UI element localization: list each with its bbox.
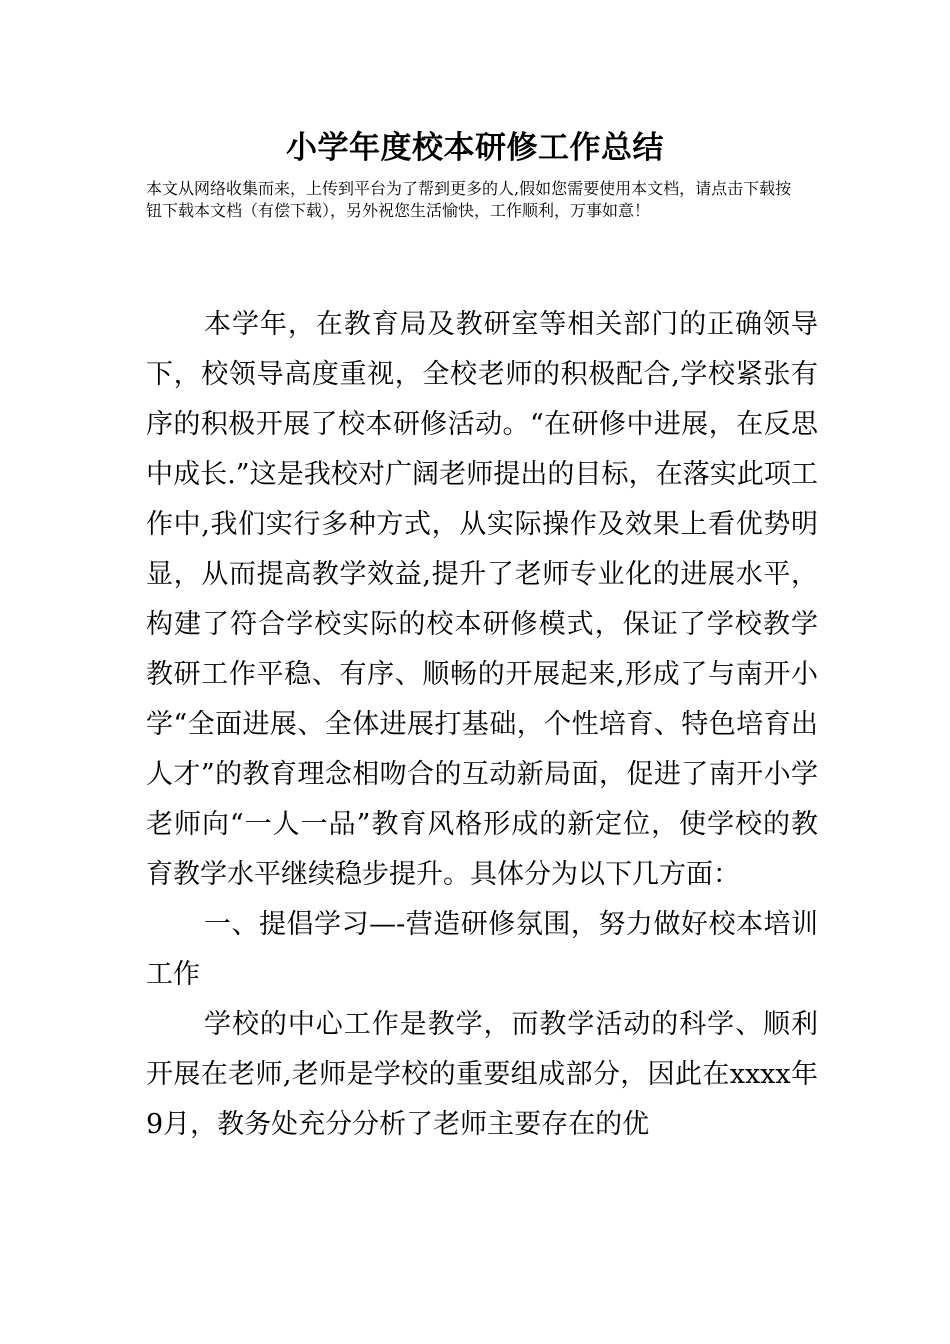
paragraph-intro: 本学年，在教育局及教研室等相关部门的正确领导下，校领导高度重视，全校老师的积极配合,学校紧张有序的积极开展了校本研修活动。“在研修中进展，在反思中成长.”这是我校对广阔老师提出的目标，在落实此项工作中,我们实行多种方式，从实际操作及效果上看优势明显，从而提高教学效益,提升了老师专业化的进展水平，构建了符合学校实际的校本研修模式，保证了学校教学教研工作平稳、有序、顺畅的开展起来,形成了与南开小学“全面进展、全体进展打基础，个性培育、特色培育出人才”的教育理念相吻合的互动新局面，促进了南开小学老师向“一人一品”教育风格形成的新定位，使学校的教育教学水平继续稳步提升。具体分为以下几方面： <box>146 309 818 890</box>
document-title: 小学年度校本研修工作总结 <box>286 130 664 166</box>
document-body <box>146 300 818 1150</box>
paragraph-section-1: 学校的中心工作是教学，而教学活动的科学、顺利开展在老师,老师是学校的重要组成部分，因此在xxxx年9月，教务处充分分析了老师主要存在的优 <box>146 1009 818 1140</box>
section-heading-1: 一、提倡学习—-营造研修氛围，努力做好校本培训工作 <box>146 909 818 990</box>
download-notice: 本文从网络收集而来，上传到平台为了帮到更多的人,假如您需要使用本文档，请点击下载按钮下载本文档（有偿下载），另外祝您生活愉快，工作顺利，万事如意！ <box>146 179 792 220</box>
